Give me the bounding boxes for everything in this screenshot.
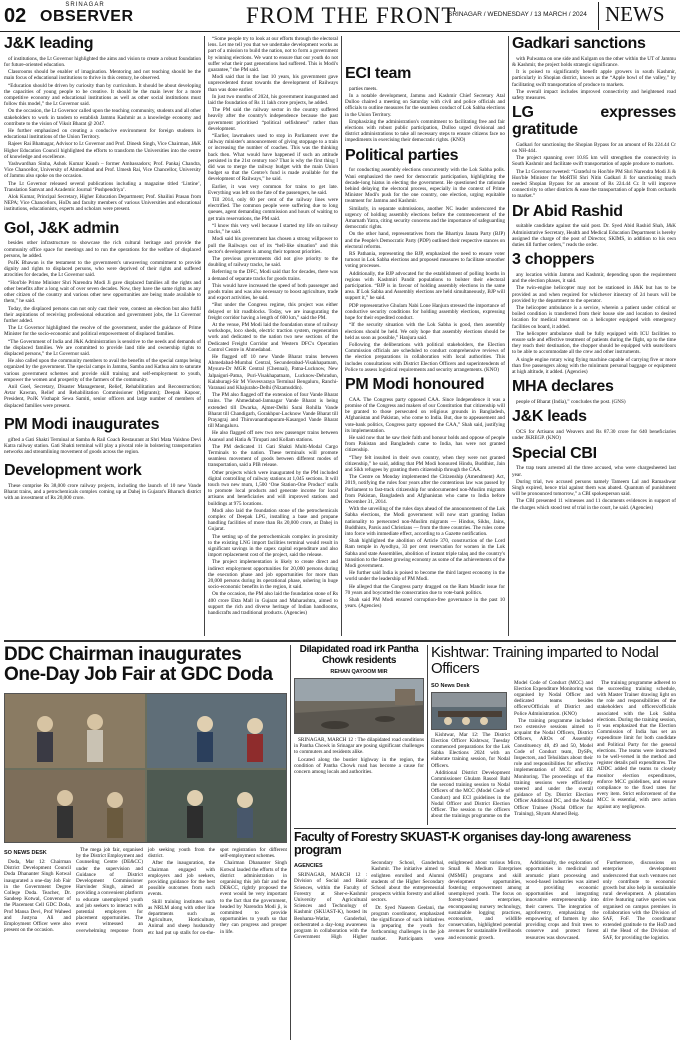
column-divider — [427, 645, 428, 825]
ddc-text — [4, 847, 287, 936]
lg-expresses-body — [512, 142, 676, 200]
paragraph: Furthermore, discussions on enterprise development underscored that such ventures not only contribute to economic growth but also help in sustainable rural development. A plantation drive featuring native species was organised on campus premises in collaboration with the Division of SAF, FoF. The coordinator extended gratitude to the HoD and all the Head of the Division of SAF, for providing the logistics. — [602, 860, 676, 941]
column-divider — [341, 36, 342, 636]
paragraph: “I know this very well because I started my life on railway tracks,” he said. — [208, 222, 338, 236]
paragraph: The training programme included two extensive sessions aimed to acquaint the Nodal Officers, District Officers, AROs of Assembly Constituency 48, 49 and 50, Model Code of Conduct team, DySPs, Inspectors, and Tehsildars about their role and responsibilities for effective implementation of MCC and EE Monitoring. The proceedings of the training sessions were efficiently steered and under the overall guidance of Dy. District Election Officer Additional DC, and the Nodal Officer Trainee (Nodal Officer for Training), Shyam Ahmed Beig. — [514, 717, 593, 817]
page-number: 02 — [4, 5, 27, 27]
skuast-text — [294, 860, 676, 942]
paragraph: Modi said his government has chosen a strong willpower to pull the Railways out of its “hell-like situation” and this sector's development is among their topmost priorities. — [208, 236, 338, 255]
eci-team-body — [345, 86, 505, 144]
paragraph: The PM said the railway sector in the country suffered heavily after the country's independence because the past government prioritised “political selfishness” rather than development. — [208, 107, 338, 132]
gadkari-headline[interactable]: Gadkari sanctions — [512, 36, 646, 52]
paragraph: The PM dedicated 11 Gati Shakti Multi-Modal Cargo Terminals to the nation. These terminals will promote seamless movement of goods between different modes of transportation, said a PIB release. — [208, 443, 338, 469]
kishtwar-story — [431, 645, 676, 825]
paragraph: Located along the bustier highway in the region, the condition of Pantha Chowk road has become a cause for concern among locals and authorities. — [294, 756, 424, 776]
skuast-body — [294, 860, 676, 1040]
pm-honoured-headline[interactable]: PM Modi honoured — [345, 375, 485, 393]
paragraph: Following the deliberations with political stakeholders, the Election Commission officials are scheduled to conduct comprehensive reviews of the election preparations in collaboration with local authorities. This includes consultations with District Election Officers and superintendents of Police to assess logistical requirements and security arrangements. (KNO) — [345, 341, 505, 373]
section-divider — [294, 828, 676, 829]
road-photo — [294, 678, 424, 734]
masthead — [0, 0, 680, 32]
paragraph: The trap team arrested all the three accused, who were chargesheeted last year. — [512, 465, 676, 478]
paragraph: Today, the displaced persons can not only cast their vote, contest an election but also fulfil their aspirations of receiving professional education and government jobs, the Lt Governor further added. — [4, 305, 201, 324]
training-image — [432, 693, 507, 730]
column-2 — [208, 36, 338, 636]
paragraph: Additional District Development Commissioner Ghulam Rasool Bahl the second training session to Nodal Officers of the MCC (Model Code of Conduct) and ECI guidelines in the Nodal Officer and District Election Officer. The session to the officers about the trainings programme on the Model Code of Conduct (MCC) and Election Expenditure Monitoring was organised by Nodal Officer and dedicated teams besides officers/Officials of District and Police Administration. (KNO) — [431, 679, 593, 820]
chowk-story — [294, 645, 424, 825]
paragraph: “Some people try to look at our efforts through the electoral lens. Let me tell you that we undertake development works as part of a mission to build the nation, not to form a government by winning elections. We want to ensure that our youth do not suffer what their past generations had suffered. This is Modi's guarantee,” the PM said. — [208, 36, 338, 74]
section-divider — [4, 640, 676, 642]
paragraph: Shah said PM Modi ensured corruption-free governance in the past 10 years. (Agencies) — [345, 597, 505, 610]
lg-expresses-headline[interactable]: LG expresses gratitude — [512, 104, 676, 139]
paragraph: On the occasion, the Lt Governor called upon the teaching community, students and all other stakeholders to work in tandem to establish Jammu Kashmir as a knowledge economy and contribute to the vision of Viksit Bharat @ 2047. — [4, 108, 201, 127]
paragraph: with Pulwama on one side and Kulgam on the other within the UT of Jammu & Kashmir, the project holds strategic significance. — [512, 55, 676, 68]
political-parties-body — [345, 167, 505, 373]
paragraph: Modi said that in the last 10 years, his government gave unprecedented thrust towards the development of Railways than was done earlier. — [208, 74, 338, 93]
byline: SO News Desk — [431, 682, 470, 689]
choppers-headline[interactable]: 3 choppers — [512, 251, 595, 269]
pm-inaugurates-headline[interactable]: PM Modi inaugurates — [4, 415, 160, 433]
paragraph: “If the security situation with the Lok Sabha is good, then assembly elections should be held. We only hope that assembly elections should be held as soon as possible,” Hanjura said. — [345, 322, 505, 341]
jk-leading-headline[interactable]: J&K leading — [4, 36, 94, 52]
gadkari-body — [512, 56, 676, 101]
paragraph: Modi also laid the foundation stone of the petrochemicals complex of Deepak LPG, installing a base and propane handling facilities of more than Rs 20,000 crore, at Dahej in Gujarat. — [208, 507, 338, 533]
byline: AGENCIES — [294, 863, 323, 870]
paragraph: The Lt Governor highlighted the resolve of the government, under the guidance of Prime Minister for the socio-economic and political empowerment of displaced families. — [4, 325, 201, 338]
paragraph: Kishtwar, Mar 12: The District Election Officer Kishtwar, Tuesday commenced preparations for the Lok Sabha Elections 2024 with an elaborate training session, for Nodal Officers. — [431, 731, 510, 769]
paragraph: “Education should be driven by curiosity than by curriculum. It should be about developing the capacities of young people to be creative. It should be the main lever for a more competitive economy and educational institutions as well as other social institutions must follow this model,” the Lt Governor said. — [4, 82, 201, 108]
paragraph: Other projects which were inaugurated by the PM included digital controlling of railway stations at 1,045 sections. It will touch two new mum, 1,500 ‘One Station-One Product’ stalls to promote local products and generate income for local artisans and beneficiaries and will improved stations and buildings at 975 locations. — [208, 469, 338, 507]
pm-inaugurates-body — [4, 437, 201, 456]
byline: REHAN QAYOOM MIR — [330, 669, 388, 675]
paragraph: This would have increased the speed of both passenger and goods trains and was also necessary to boost agriculture, trade and export activities, he said. — [208, 282, 338, 302]
paragraph: He also flagged off new two new passenger trains between Asansol and Hatia & Tirupati and Kollam stations. — [208, 430, 338, 443]
paragraph: The overall impact includes improved connectivity and heightened road safety measures. — [512, 88, 676, 102]
paper-title: OBSERVER — [40, 8, 134, 25]
job-fair-photos — [5, 694, 287, 843]
paragraph: gifted a Gati Shakti Terminal at Samba & Rail Coach Restaurant at Shri Mata Vaishno Devi Katra railway station. Gati Shakti terminal will play a pivotal role in bolstering transportation networks and streamlining movement of goods across the region. — [4, 436, 201, 455]
paragraph: He further said India is poised to become the third largest economy in the world under the leadership of PM Modi. — [345, 570, 505, 583]
development-work-body — [4, 483, 201, 502]
paragraph: It is poised to significantly benefit apple growers in south Kashmir, particularly in Shopian district, known as the “Apple bowl of the valley,” by facilitating swift transportation of produce to markets. — [512, 69, 676, 88]
column-3 — [345, 36, 505, 636]
paragraph: He alleged that the Congress party dragged on the Ram Mandir issue for 70 years and boycotted the consecration due to vote-bank politics. — [345, 583, 505, 596]
paragraph: The twin-engine helicopter may not be stationed in J&K but has to be provided as and when required for whichever itinerary of 24 hours will be provided by the department to the operator. — [512, 285, 676, 304]
paragraph: Skill training institutes such as NRLM along with other line departments such as Agriculture, Horticulture, Animal and sheep husbandry etc had put up stalls for on-the-spot registration for different self-employment schemes. — [148, 847, 287, 936]
skuast-story — [294, 831, 676, 1040]
paragraph: CAA. The Congress party opposed CAA. Since Independence it was a promise of the Congress and makers of our Constitution that citizenship will be granted to those persecuted on religious grounds in Bangladesh, Afghanistan and Pakistan, who come to India. But, due to appeasement and vote-bank politics, Congress party opposed the CAA,” Shah said, justifying its implementation. — [345, 396, 505, 434]
paragraph: The project spanning over 10.85 km will strengthen the connectivity in South Kashmir and facilitate swift transportation of apple produce to markets. — [512, 155, 676, 168]
paragraph: On the other hand, representatives from the Bhartiya Janata Party (BJP) and the People's Democratic Party (PDP) outlined their respective stances on electoral reforms. — [345, 231, 505, 250]
gol-jk-admin-body — [4, 240, 201, 408]
section-title: FROM THE FRONT — [246, 3, 457, 28]
paragraph: SRINAGAR, MARCH 12 : Division of Social and Basic Sciences, within the Faculty of Forestry at Sher-e-Kashmir University of Agricultural Sciences and Technology of Kashmir (SKUAST-K), hosted its Benhama-Watlar, Ganderbal, orchestrated a day-long awareness program in collaboration with the Government High Higher Secondary School, Ganderbal, Kashmir. The initiative aimed to enlighten enrolled and Alumni students of the Higher Secondary School about the entrepreneurial prospects within forestry and allied sectors. — [294, 860, 445, 941]
paragraph: SRINAGAR, MARCH 12 : The dilapidated road conditions in Pantha Chowk in Srinagar are posing significant challenges to commuters and residents alike. — [294, 737, 424, 756]
paragraph: The Centre on Monday implemented the Citizenship (Amendment) Act, 2019, notifying the rules four years after the contentious law was passed by Parliament to fast-track citizenship for undocumented non-Muslim migrants from Pakistan, Bangladesh and Afghanistan who came to India before December 31, 2014. — [345, 474, 505, 505]
paragraph: The setting up of the petrochemicals complex in proximity to the existing LNG import facilities terminal would result in significant savings in the capex capital expenditure and also import replacement cost of the project, said the release. — [208, 533, 338, 559]
paragraph: of institutions, the Lt Governor highlighted the aims and vision to create a robust foundation for future-oriented education. — [4, 55, 201, 68]
paragraph: “The Government of India and J&K Administration is sensitive to the needs and demands of the displaced families. We are committed to provide land title and ownership rights to displaced persons,” the Lt Governor said. — [4, 338, 201, 357]
column-1 — [4, 36, 201, 636]
jk-leads-headline[interactable]: J&K leads — [512, 408, 587, 426]
paragraph: “Hon'ble Prime Minister Shri Narendra Modi Ji gave displaced families all the rights and other benefits after a long wait of over seven decades. Now, they have the same rights as any other citizen of the country and various other new opportunities are being made available to them,” he said. — [4, 279, 201, 305]
ddc-headline[interactable]: DDC Chairman inaugurates One-Day Job Fair at GDC Doda — [4, 645, 273, 685]
paragraph: “They felt insulted in their own country, when they were not granted citizenship,” he said, adding that PM Modi honoured Hindu, Buddhist, Jain and Sikh refugees by granting them citizenship through the CAA. — [345, 454, 505, 473]
paragraph: In just two months of 2024, his government inaugurated and laid the foundation of Rs 11 lakh crore projects, he added. — [208, 93, 338, 107]
paragraph: The previous governments did not give priority to the doubling of railway tracks, he said. — [208, 255, 338, 269]
paragraph: He also called upon the community members to avail the benefits of the special camps being organized by the government. The special camps in Jammu, Samba and Kathua aim to saturate various government schemes and provide skill training and self-employment to youth, empower the women and prosperity of the farmers of the community. — [4, 358, 201, 383]
paragraph: These comprise Rs 38,000 crore railway projects, including the launch of 10 new Vande Bharat trains, and a petrochemicals complex coming up at Dahej in Gujarat's Bharuch district with an investment of Rs 20,000 crore. — [4, 482, 201, 502]
paragraph: Dr. Syed Naseem Geelani, the program coordinator, emphasized the significance of such initiatives in preparing the youth for forthcoming challenges in the job market. Participants were enlightened about various Micro, Small & Medium Enterprises (MSME) programs and skill development opportunities, fostering empowerment among unemployed youth. The focus on forestry-based enterprises, encompassing nursery technology, sustainable logging practices, ecotourism, and wildlife conservation, highlighted potential avenues for sustainable livelihoods and economic growth. — [371, 860, 522, 942]
dr-abid-body — [512, 223, 676, 248]
paragraph: Emphasizing the administration's commitment to facilitating free and fair elections with robust public participation, Dulloo urged divisional and district administrations to take all necessary steps to ensure citizens face no impediments in exercising their democratic rights. (KNO) — [345, 118, 505, 144]
choppers-body — [512, 272, 676, 375]
paragraph: With the unveiling of the rules days ahead of the announcement of the Lok Sabha elections, the Modi government will now start granting Indian nationality to persecuted non-Muslim migrants — Hindus, Sikhs, Jains, Buddhists, Parsis and Christians — from the three countries. The rules come into force with immediate effect, according to a Gazette notification. — [345, 506, 505, 537]
paragraph: Anil Goel, Secretary, Disaster Management, Relief, Rehabilitation and Reconstruction; Avtar Kawran, Relief and Rehabilitation Commissioner (Migrants); Deepak Kapoor, President, PoJK Visthapit Sewa Samiti, senior officers and large number of members of displaced families were present. — [4, 383, 201, 409]
paper-city: SRINAGAR — [65, 2, 105, 8]
chowk-headline[interactable]: Dilapidated road irk Pantha Chowk residents — [299, 645, 419, 666]
dr-abid-headline[interactable]: Dr Abid Rashid — [512, 202, 623, 220]
paragraph: for conducting assembly elections concurrently with the Lok Sabha polls. Wani emphasized the need for democratic participation, highlighting the decade-long hiatus in electing the government. He questioned the rationale behind delaying the electoral process, especially in the context of Prime Minister Modi's push for the one country, one election, urging equitable treatment for Jammu and Kashmir. — [345, 167, 505, 205]
paragraph: The mega job fair, organised by the District Employment and Counseling Centre (DE&CC) under the supervision and Guidance of District Development Commissioner Harvinder Singh, aimed at providing a convenient platform to educate unemployed youth and job seekers to interact with potential employers for placement opportunities. The event witnessed an overwhelming response from job seeking youth from the district. — [76, 847, 215, 934]
paragraph: “Earlier, lawmakers used to stop in Parliament over the railway minister's announcement of giving stoppage to a train or increasing the number of coaches. This was the thinking back then. What would have happened if such an attitude persisted in the 21st century too? That is why the first thing I did was to merge the railway budget with the main Union budget so that the Centre's fund is made available for the development of Railways,” he said. — [208, 133, 338, 183]
paragraph: Earlier, it was very common for trains to get late. Everything was left on the fate of the passengers, he said. — [208, 183, 338, 196]
paragraph: people of Bharat (India),” concludes the post. (GNS) — [516, 399, 626, 406]
paper-logo[interactable] — [40, 2, 134, 26]
paragraph: Shah highlighted the abolition of Article 370, construction of the Lord Ram temple in Ayodhya, 33 per cent reservation for women in the Lok Sabha and state Assemblies, abolition of instant triple talaq and the country's transition to the fastest growing economy as some of the achievements of the Modi government. — [345, 538, 505, 569]
paragraph: The Lt Governor released several publications including a magazine titled ‘Lintine’, Translation Samvat and Academic Journal ‘Pushpendriya’. — [4, 180, 201, 193]
paragraph: The Lt Governor tweeted: “Grateful to Hon'ble PM Shri Narendra Modi Ji & Hon'ble Minister for MoRTH Shri Nitin Gadkari Ji for sanctioning much needed Shopian Bypass for an amount of Rs 224.44 Cr. It will improve connectivity to other districts & ease the transportation of apple from orchards to market.” — [512, 168, 676, 200]
political-parties-headline[interactable]: Political parties — [345, 146, 459, 164]
road-image — [295, 679, 424, 734]
paragraph: Till 2014, only 60 per cent of the railway lines were electrified. The common people were suffering due to long queues, agent demanding commission and hours of waiting to get train reservations, the PM said. — [208, 197, 338, 222]
eci-team-headline[interactable]: ECI team — [345, 65, 412, 82]
pm-honoured-body — [345, 397, 505, 610]
special-cbi-body — [512, 465, 676, 510]
paragraph: Doda, Mar 12: Chairman District Development Council Doda Dhananter Singh Kotwal inaugurated a one-day Job Fair in the Government Degree College Doda. Teacher, Dr. Sandeep Kotwal, Convenor of the Placement Cell GDC Doda, Prof Mansa Devi, Prof Waheed and Justyna Ali and Employment Officer were also present on the occasion. — [4, 859, 71, 934]
paragraph: Classrooms should be enabler of imagination. Mentoring and not teaching should be the main focus of educational institutions to thrive in this century, he observed. — [4, 69, 201, 82]
kishtwar-headline[interactable]: Kishtwar: Training imparted to Nodal Officers — [431, 645, 659, 677]
mha-body — [512, 399, 676, 405]
paragraph: On the occasion, the PM also laid the foundation stone of Rs 400 crore Ekta Mall in Gujarat and Maharashtra, aimed to support the rich and diverse heritage of Indian handlooms, handicrafts and traditional products. (Agencies) — [208, 591, 338, 617]
jk-leading-body — [4, 56, 201, 213]
paragraph: Similarly, in separate submissions, another NC leader underscored the urgency of holding assembly elections before the commencement of the Amarnath Yatra, citing security concerns and the importance of safeguarding democratic rights. — [345, 205, 505, 231]
paragraph: The project implementation is likely to create direct and indirect employment opportunities for 20,000 persons during the execution phase and job opportunities for more than 20,000 persons during its operational phase, ushering in huge socio-economic benefits in the region, it said. — [208, 559, 338, 591]
paragraph: The training programme adhered to the succeeding training schedule, with Master Trainer drawing light on the role and responsibilities of the stakeholders and officers/officials associated with the Lok Sabha elections. During the training session, it was emphasized that the Election Commission of India has set an expenditure limit for both candidate and Political Party for the general elections. The teams were instructed to be well-versed in the method and register details poll expenditures. The ADDC added the teams to closely monitor election expenditures, enforce MCC guidelines, and ensure compliance to the fixed rates for every item. Strict enforcement of the MCC is essential, with zero action against any negligence. — [597, 679, 676, 810]
paragraph: PoJK Bhawan is the testament to the government's unwavering commitment to provide dignity and rights to displaced persons, who were deprived of their rights and suffered atrocities for decades, the Lt Governor said. — [4, 260, 201, 279]
paragraph: A single engine rotary wing flying machine capable of carrying five or more than five passengers along with the minimum personal baggage or equipment at high altitude, it added. (Agencies) — [512, 356, 676, 376]
ddc-body — [4, 847, 287, 1040]
paragraph: At the venue, PM Modi laid the foundation stone of railway workshops, loco sheds, electric traction system, regeneration work and dedicated to the nation two new sections of the Dedicated Freight Corridor and Western DFC's Operation Control Centre in Ahmedabad. — [208, 321, 338, 353]
kishtwar-body — [431, 680, 676, 820]
paragraph: RS Pathania, representing the BJP, emphasized the need to ensure voter turnout in Lok Sabha elections and proposed measures to facilitate smoother voting processes. — [345, 251, 505, 270]
paragraph: Additionally, the exploration of opportunities in medicinal and aromatic plant processing and wood-based industries was aimed at providing economic opportunities and integrating innovative entrepreneurship into their careers. The integration of agroforestry, emphasizing the empowering of farmers by also providing crops and fruit trees to conserve and protect forest resources was showcased. — [525, 860, 599, 941]
development-work-headline[interactable]: Development work — [4, 462, 142, 480]
paragraph: He flagged off 10 new Vande Bharat trains between Ahmedabad-Mumbai Central, Secunderabad-Visakhapatnam, Mysuru-Dr MGR Central (Chennai), Patna-Lucknow, New Jalpaiguri-Patna, Puri-Visakhapatnam, Lucknow-Dehradun, Kalaburagi-Sir M Visvesvaraya Terminal Bengaluru, Ranchi-Varanasi and Khajuraho-Delhi (Nizamuddin). — [208, 353, 338, 391]
paragraph: In a notable development, Jammu and Kashmir Chief Secretary Atal Dulloo chaired a meeting on Saturday with civil and police officials and officials to outline measures for the seamless conduct of Lok Sabha elections in the Union Territory. — [345, 93, 505, 118]
chowk-body — [294, 737, 424, 775]
jk-leads-body — [512, 429, 676, 441]
job-fair-photo-grid — [4, 693, 287, 843]
paragraph: suitable candidate against the said post. Dr. Syed Abid Rashid Shah, J&K Administrative Secretary, Health and Medical Education Department is hereby assigned the charge of the post of Director, SKIMS, in addition to his own duties till further orders,” reads the order. — [512, 223, 676, 249]
paragraph: The PM also flagged off the extension of four Vande Bharat trains. The Ahmedabad-Jamnagar Vande Bharat is being extended till Dwarka, Ajmer-Delhi Sarai Rohilla Vande Bharat till Chandigarh, Gorakhpur-Lucknow Vande Bharat till Prayagraj and Thiruvananthapuram-Kasargod Vande Bharat till Mangaluru. — [208, 392, 338, 430]
paragraph: The helicopter ambulance is a service, wherein a patient under critical or boiled condition is transferred from their house site and location to desired location for medical treatment on a helicopter equipped with emergency facilities on board, it added. — [512, 305, 676, 330]
paragraph: He said now that he saw their faith and honour holds and oppose of people from Pakistan and Bangladesh came to India, has were not granted citizenship. — [345, 434, 505, 454]
paragraph: Alok Kumar, Principal Secretary, Higher Education Department; Prof. Shailini Prasan from NEPA; Vice Chancellors, HoDs and faculty members of various Universities and educational institutions, educationists, experts and scholars were present. — [4, 194, 201, 213]
paragraph: Additionally, the BJP advocated for the establishment of polling booths in regions with Kashmiri Pandit populations to bolster their electoral participation. “BJP is in favour of holding assembly elections in the same area. If Lok Sabha and Assembly elections are held simultaneously, BJP will support it,” he said. — [345, 270, 505, 302]
byline: SO NEWS DESK — [4, 850, 47, 856]
ddc-story — [4, 645, 287, 1040]
paragraph: any location within Jammu and Kashmir, depending upon the requirement and the election phases, it said. — [512, 272, 676, 285]
paragraph: Gadkari for sanctioning the Shopian Bypass for an amount of Rs 224.44 Cr on NH-444. — [512, 141, 676, 155]
news-tag: NEWS — [598, 2, 678, 30]
paragraph: OCS for Artisans and Weavers and Rs 87.30 crore for 640 beneficiaries under JKREGP. (KNO) — [512, 429, 676, 442]
skuast-headline[interactable]: Faculty of Forestry SKUAST-K organises day-long awareness program — [294, 831, 631, 858]
paragraph: Referring to the DFC, Modi said that for decades, there was a demand of separate tracks for goods trains. — [208, 269, 338, 282]
paragraph: besides other infrastructure to showcase the rich cultural heritage and provide the community office space for meetings and to run the operations for the welfare of displaced persons, he added. — [4, 240, 201, 259]
column-divider — [290, 645, 291, 1040]
paragraph: During trial, two accused persons namely Tameem Lal and Ramashwar Singh expired, hence trial against them was abated. Quantum of punishment will be pronounced tomorrow,” a CBI spokesperson said. — [512, 478, 676, 498]
paragraph: After the inauguration, the Chairman engaged with employers and job seekers, providing guidance for the best possible outcomes from such events. — [148, 860, 215, 898]
paragraph: Chairman Dhananter Singh Kotwal lauded the efforts of the district administration in organising this job fair and the DE&CC, rightly proposed the event would be very important to the fact that the government, headed by Narendra Modi ji, is committed to provide opportunities to youth so that they can progress and prosper in life. — [220, 860, 287, 935]
column-4 — [512, 36, 676, 636]
dateline: SRINAGAR / WEDNESDAY / 13 MARCH / 2024 — [448, 11, 587, 18]
paragraph: Yashwardhan Sinha, Ashok Kumar Kaush – former Ambassadors; Prof. Pankaj Chandra, Vice Chancellor, University of Ahmedabad and Prof. Umesh Rai, Vice Chancellor, University of Jammu also spoke on the occasion. — [4, 161, 201, 180]
mha-headline[interactable]: MHA declares — [512, 378, 614, 396]
paragraph: He further emphasized on creating a conducive environment for foreign students in educational institutions of the Union Territory. — [4, 128, 201, 141]
paragraph: PDP representative Ghulam Nabi Lone Hanjura stressed the importance of conductive security conditions for holding assembly elections, expressing hope for their expedited conduct. — [345, 302, 505, 322]
paragraph: parties meets. — [349, 85, 378, 92]
column-divider — [508, 36, 509, 636]
column-divider — [204, 36, 205, 636]
special-cbi-headline[interactable]: Special CBI — [512, 444, 597, 462]
paragraph: The CBI presented 11 witnesses and 11 documents evidences in support of the charges which stood test of trial in the court, he said. (Agencies) — [512, 498, 676, 511]
paragraph: The helicopter ambulance shall be fully equipped with ICU facilities to ensure safe and effective treatment of patients during the flight, up to the time they reach their destination, the chopper should be equipped with seats/doors to be able to accommodate all the crew and other instruments. — [512, 330, 676, 356]
paragraph: Rajeev Rai Bhatnagar, Advisor to Lt Governor and Prof. Dinesh Singh, Vice Chairman, J&K Higher Education Council highlighted the efforts to transform the Universities into the centre of knowledge and excellence. — [4, 141, 201, 160]
training-photo — [431, 692, 507, 730]
gol-jk-admin-headline[interactable]: Gol, J&K admin — [4, 219, 119, 237]
paragraph: “But under the Congress regime, this project was either delayed or hit roadblocks. Today, we are inaugurating the freight corridor having a length of 600 km,” said the PM. — [208, 302, 338, 321]
